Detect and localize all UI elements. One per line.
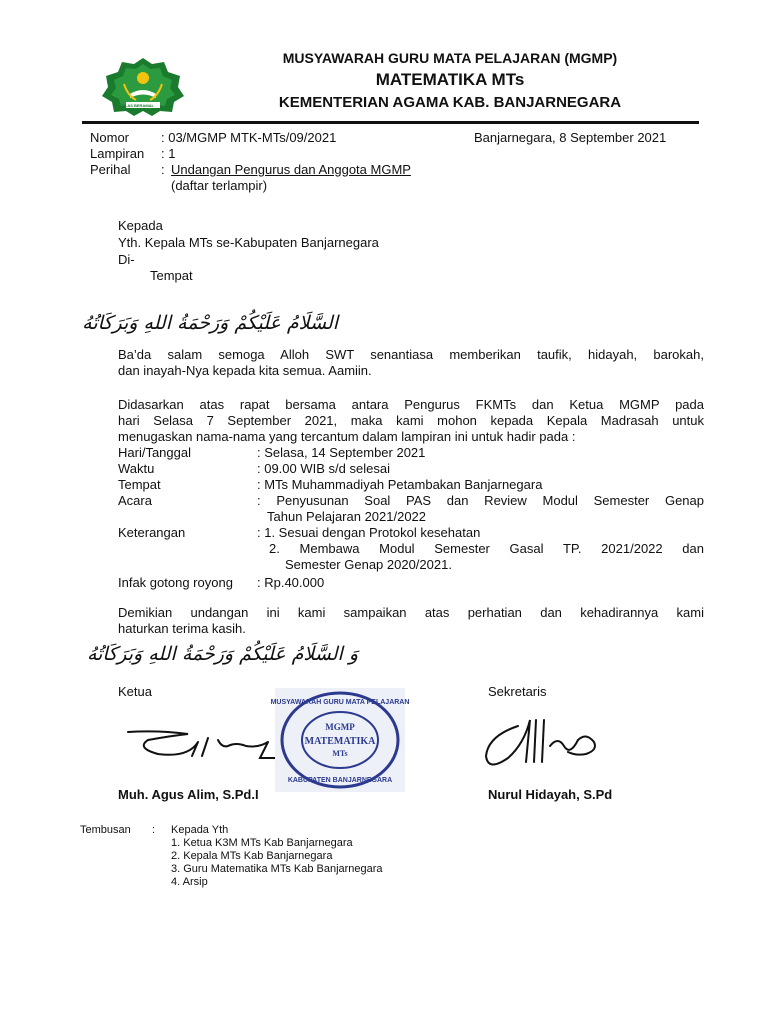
- stamp-mgmp: MGMP: [325, 722, 355, 732]
- sekretaris-title: Sekretaris: [488, 684, 547, 699]
- tempat-value: : MTs Muhammadiyah Petambakan Banjarnegara: [257, 477, 543, 492]
- sekretaris-signature: [478, 706, 608, 776]
- closing-line-1: Demikian undangan ini kami sampaikan atas perhatian dan kehadirannya kami: [118, 605, 704, 620]
- header-rule: [82, 121, 699, 124]
- keterangan-label: Keterangan: [118, 525, 186, 540]
- header-line-1: MUSYAWARAH GURU MATA PELAJARAN (MGMP): [282, 50, 618, 66]
- paragraph-2-line-2: hari Selasa 7 September 2021, maka kami mohon kepada Kepala Madrasah untuk: [118, 413, 704, 428]
- letter-date: Banjarnegara, 8 September 2021: [474, 130, 667, 145]
- infak-label: Infak gotong royong: [118, 575, 233, 590]
- infak-value: : Rp.40.000: [257, 575, 325, 590]
- perihal-value: Undangan Pengurus dan Anggota MGMP: [171, 162, 411, 177]
- tembusan-kepada: Kepada Yth: [171, 824, 229, 836]
- salam-closing: وَ السَّلَامُ عَلَيْكُمْ وَرَحْمَةُ اللهِ وَبَرَكَاتُهُ: [86, 643, 358, 665]
- stamp-top-text: MUSYAWARAH GURU MATA PELAJARAN: [270, 699, 410, 706]
- addressee-tempat: Tempat: [150, 268, 193, 283]
- paragraph-2-line-3: menugaskan nama-nama yang tercantum dalam lampiran ini untuk hadir pada :: [118, 429, 576, 444]
- lampiran-label: Lampiran: [90, 146, 145, 161]
- tembusan-label: Tembusan: [80, 824, 131, 836]
- lampiran-value: : 1: [161, 146, 176, 161]
- keterangan-item-2-line-1: 2. Membawa Modul Semester Gasal TP. 2021/2022 dan: [269, 541, 704, 556]
- header-line-3: KEMENTERIAN AGAMA KAB. BANJARNEGARA: [278, 94, 622, 111]
- acara-value-line-1: : Penyusunan Soal PAS dan Review Modul Semester Genap: [257, 493, 704, 508]
- nomor-value: : 03/MGMP MTK-MTs/09/2021: [161, 130, 337, 145]
- hari-label: Hari/Tanggal: [118, 445, 191, 460]
- keterangan-item-2-line-2: Semester Genap 2020/2021.: [285, 557, 452, 572]
- keterangan-item-1: : 1. Sesuai dengan Protokol kesehatan: [257, 525, 481, 540]
- organization-stamp: [270, 688, 410, 792]
- stamp-bottom-text: KABUPATEN BANJARNEGARA: [287, 777, 393, 784]
- tembusan-item-3: 3. Guru Matematika MTs Kab Banjarnegara: [171, 863, 383, 875]
- addressee-di: Di-: [118, 252, 135, 267]
- acara-label: Acara: [118, 493, 152, 508]
- stamp-matematika: MATEMATIKA: [304, 736, 376, 747]
- waktu-label: Waktu: [118, 461, 155, 476]
- ketua-name: Muh. Agus Alim, S.Pd.I: [118, 787, 259, 802]
- acara-value-line-2: Tahun Pelajaran 2021/2022: [267, 509, 427, 524]
- tembusan-item-1: 1. Ketua K3M MTs Kab Banjarnegara: [171, 837, 353, 849]
- kepada: Kepada: [118, 218, 163, 233]
- perihal-label: Perihal: [90, 162, 131, 177]
- closing-line-2: haturkan terima kasih.: [118, 621, 246, 636]
- waktu-value: : 09.00 WIB s/d selesai: [257, 461, 390, 476]
- salam-opening: السَّلَامُ عَلَيْكُمْ وَرَحْمَةُ اللهِ وَبَرَكَاتُهُ: [82, 312, 338, 334]
- ketua-title: Ketua: [118, 684, 152, 699]
- addressee-yth: Yth. Kepala MTs se-Kabupaten Banjarnegara: [118, 235, 379, 250]
- paragraph-1-line-1: Ba’da salam semoga Alloh SWT senantiasa memberikan taufik, hidayah, barokah,: [118, 347, 704, 362]
- hari-value: : Selasa, 14 September 2021: [257, 445, 426, 460]
- ketua-signature: [118, 712, 288, 772]
- tempat-label: Tempat: [118, 477, 161, 492]
- sekretaris-name: Nurul Hidayah, S.Pd: [488, 787, 613, 802]
- tembusan-colon: :: [152, 824, 156, 836]
- stamp-mts: MTs: [332, 749, 348, 758]
- tembusan-item-2: 2. Kepala MTs Kab Banjarnegara: [171, 850, 333, 862]
- tembusan-item-4: 4. Arsip: [171, 876, 208, 888]
- nomor-label: Nomor: [90, 130, 130, 145]
- logo-text: IKHLAS BERAMAL: [118, 103, 154, 108]
- header-line-2: MATEMATIKA MTs: [375, 70, 525, 89]
- perihal-note: (daftar terlampir): [171, 178, 268, 193]
- paragraph-2-line-1: Didasarkan atas rapat bersama antara Pengurus FKMTs dan Ketua MGMP pada: [118, 397, 704, 412]
- paragraph-1-line-2: dan inayah-Nya kepada kita semua. Aamiin.: [118, 363, 372, 378]
- perihal-colon: :: [161, 162, 165, 177]
